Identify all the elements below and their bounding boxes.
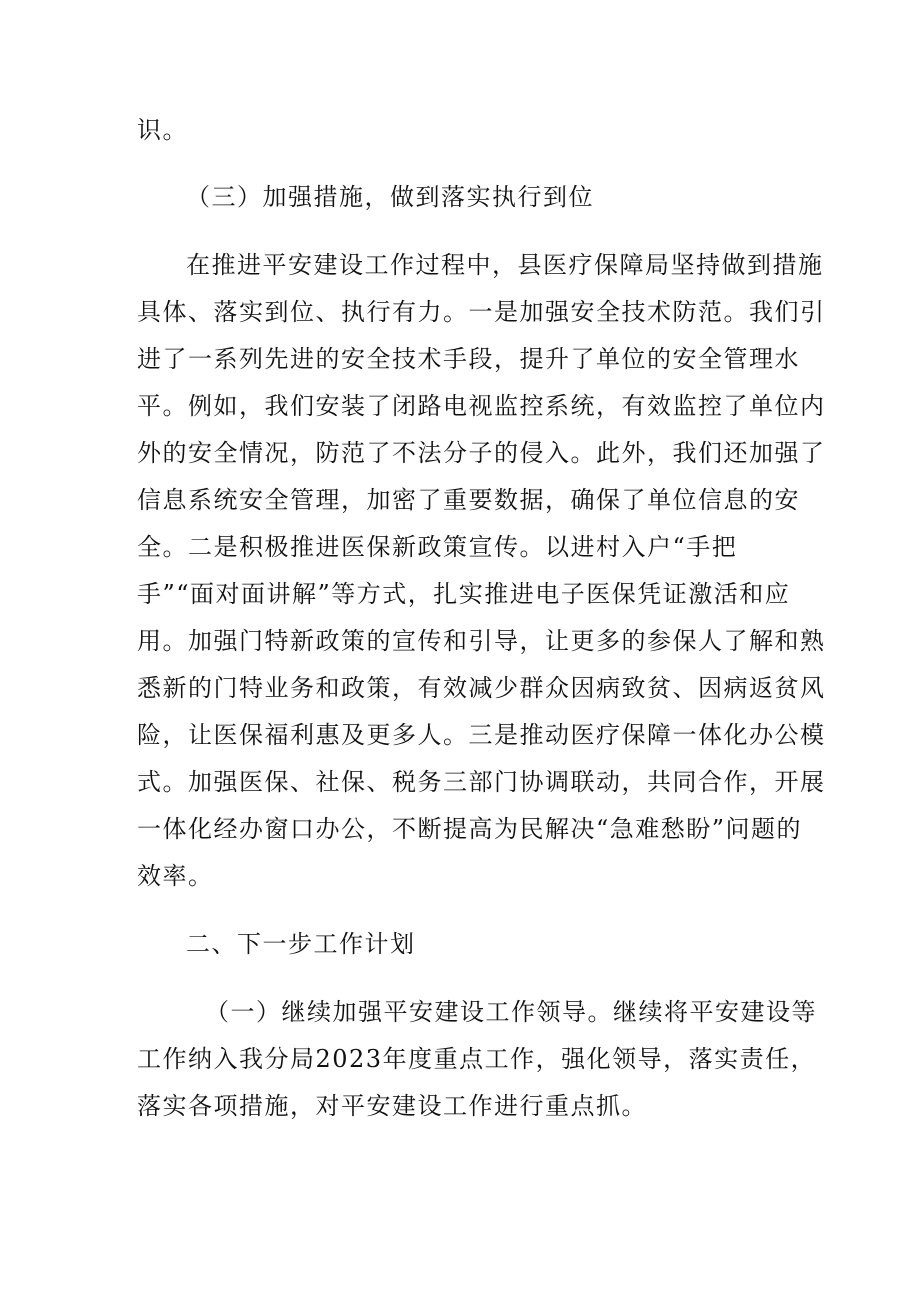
paragraph-line: 识。 [137, 116, 188, 144]
paragraph-line: 全。二是积极推进医保新政策宣传。以进村入户“手把 [137, 533, 738, 561]
paragraph-line: 外的安全情况，防范了不法分子的侵入。此外，我们还加强了 [137, 439, 826, 467]
paragraph-line: 平。例如，我们安装了闭路电视监控系统，有效监控了单位内 [137, 392, 826, 420]
paragraph-line: 落实各项措施，对平安建设工作进行重点抓。 [137, 1092, 647, 1120]
paragraph-line: 工作纳入我分局2023年度重点工作，强化领导，落实责任， [137, 1045, 817, 1073]
paragraph-line: 险，让医保福利惠及更多人。三是推动医疗保障一体化办公模 [137, 721, 826, 749]
paragraph-line: 悉新的门特业务和政策，有效减少群众因病致贫、因病返贫风 [137, 674, 826, 702]
paragraph-line: （一）继续加强平安建设工作领导。继续将平安建设等 [205, 998, 817, 1026]
paragraph-line: 在推进平安建设工作过程中，县医疗保障局坚持做到措施 [186, 251, 824, 279]
paragraph-line: 进了一系列先进的安全技术手段，提升了单位的安全管理水 [137, 345, 800, 373]
paragraph-line: 用。加强门特新政策的宣传和引导，让更多的参保人了解和熟 [137, 627, 826, 655]
section-heading: （三）加强措施，做到落实执行到位 [186, 183, 594, 211]
paragraph-line: 具体、落实到位、执行有力。一是加强安全技术防范。我们引 [137, 298, 826, 326]
paragraph-line: 信息系统安全管理，加密了重要数据，确保了单位信息的安 [137, 486, 800, 514]
paragraph-line: 一体化经办窗口办公，不断提高为民解决“急难愁盼”问题的 [137, 815, 803, 843]
paragraph-line: 式。加强医保、社保、税务三部门协调联动，共同合作，开展 [137, 768, 826, 796]
paragraph-line: 手”“面对面讲解”等方式，扎实推进电子医保凭证激活和应 [137, 580, 791, 608]
section-heading: 二、下一步工作计划 [186, 930, 416, 958]
paragraph-line: 效率。 [137, 862, 214, 890]
